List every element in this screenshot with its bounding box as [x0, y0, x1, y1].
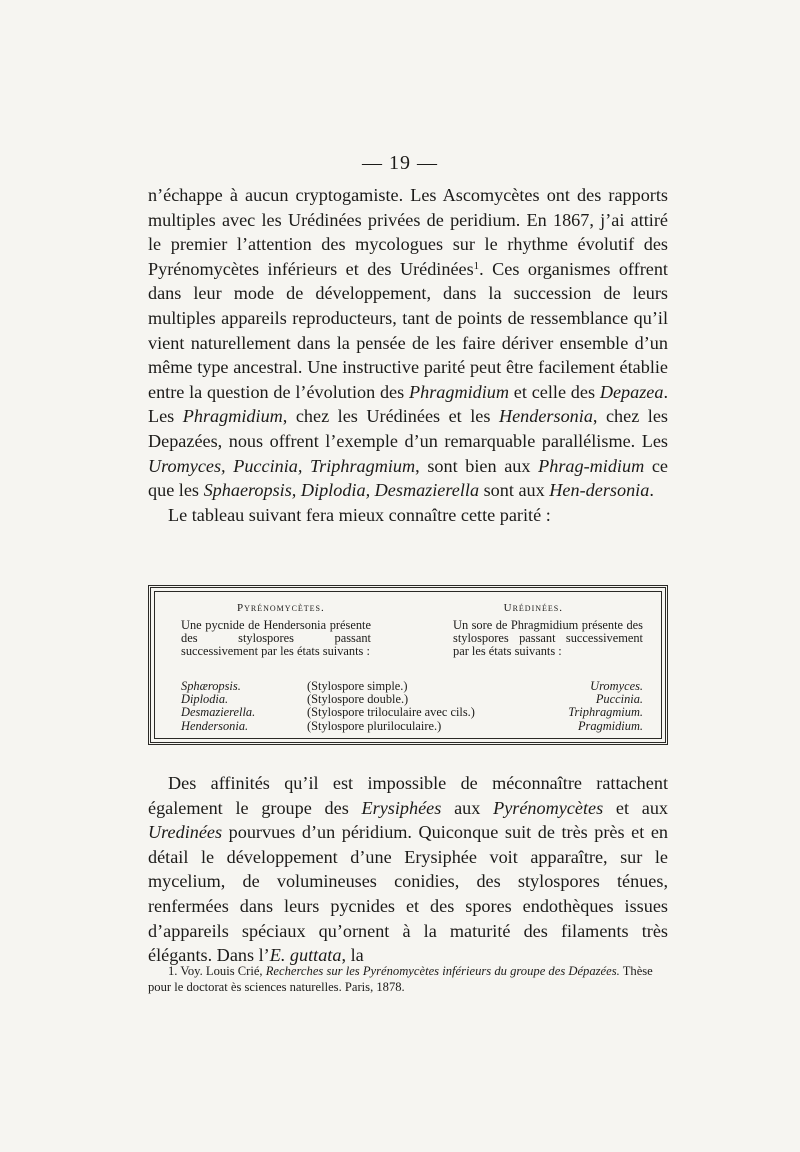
body-text-bottom: [148, 771, 668, 968]
table-cell-middle: (Stylospore double.): [307, 692, 409, 707]
table-header-left: Pyrénomycètes.: [237, 602, 325, 614]
comparison-table: [148, 585, 668, 745]
footnote-text: 1. Voy. Louis Crié, Recherches sur les Pyrénomycètes inférieurs du groupe des Dépazées. Thèse pour le doctorat ès sciences naturelles. Paris, 1878.: [148, 964, 653, 994]
table-cell-right: Puccinia.: [595, 692, 643, 707]
table-cell-middle: (Stylospore triloculaire avec cils.): [307, 705, 475, 720]
page-number: — 19 —: [362, 152, 438, 174]
footnote: [148, 963, 668, 995]
table-row: [155, 720, 661, 733]
footnote-ref: 1: [473, 259, 480, 272]
table-rows: [155, 680, 661, 733]
table-cell-left: Sphæropsis.: [181, 679, 241, 693]
table-desc-right: Un sore de Phragmidium présente des stylospores passant successivement par les états suivants :: [453, 618, 643, 659]
table-cell-right: Uromyces.: [590, 679, 643, 693]
table-cell-middle: (Stylospore pluriloculaire.): [307, 718, 442, 733]
table-header-right: Urédinées.: [503, 602, 563, 614]
paragraph-1: n’échappe à aucun cryptogamiste. Les Ascomycètes ont des rapports multiples avec les Urédinées privées de peridium. En 1867, j’ai attiré le premier l’attention des mycologues sur le rhythme évolutif des Pyrénomycètes inférieurs et des Urédinées$^1$. Ces organismes offrent dans leur mode de développement, dans la succession de leurs multiples appareils reproducteurs, tant de points de ressemblance qu’il vient naturellement dans la pensée de les faire dériver ensemble d’un même type ancestral. Une instructive parité peut être facilement établie entre la question de l’évolution des Phragmidium et celle des Depazea. Les Phragmidium, chez les Urédinées et les Hendersonia, chez les Depazées, nous offrent l’exemple d’un remarquable parallélisme. Les Uromyces, Puccinia, Triphragmium, sont bien aux Phrag-midium ce que les Sphaeropsis, Diplodia, Desmazierella sont aux Hen-dersonia.: [148, 185, 668, 501]
table-cell-right: Pragmidium.: [577, 718, 643, 733]
table-inner: [154, 591, 662, 739]
table-cell-middle: (Stylospore simple.): [307, 679, 408, 693]
paragraph-2: Le tableau suivant fera mieux connaître cette parité :: [168, 504, 551, 525]
table-row: [155, 680, 661, 693]
paragraph-3: Des affinités qu’il est impossible de méconnaître rattachent également le groupe des Erysiphées aux Pyrénomycètes et aux Uredinées pourvues d’un péridium. Quiconque suit de très près et en détail le développement d’une Erysiphée voit apparaître, sur le mycelium, de volumineuses conidies, des stylospores ténues, renfermées dans leurs pycnides et des spores endothèques issues d’appareils spéciaux qu’ornent à la maturité des filaments très élégants. Dans l’E. guttata, la: [148, 773, 669, 966]
table-cell-left: Diplodia.: [181, 692, 229, 707]
table-row: [155, 706, 661, 719]
table-cell-left: Hendersonia.: [181, 718, 249, 733]
table-cell-left: Desmazierella.: [181, 705, 256, 720]
table-cell-right: Triphragmium.: [568, 705, 643, 720]
body-text-top: [148, 183, 668, 527]
table-desc-left: Une pycnide de Hendersonia présente des stylospores passant successivement par les états suivants :: [181, 618, 371, 659]
